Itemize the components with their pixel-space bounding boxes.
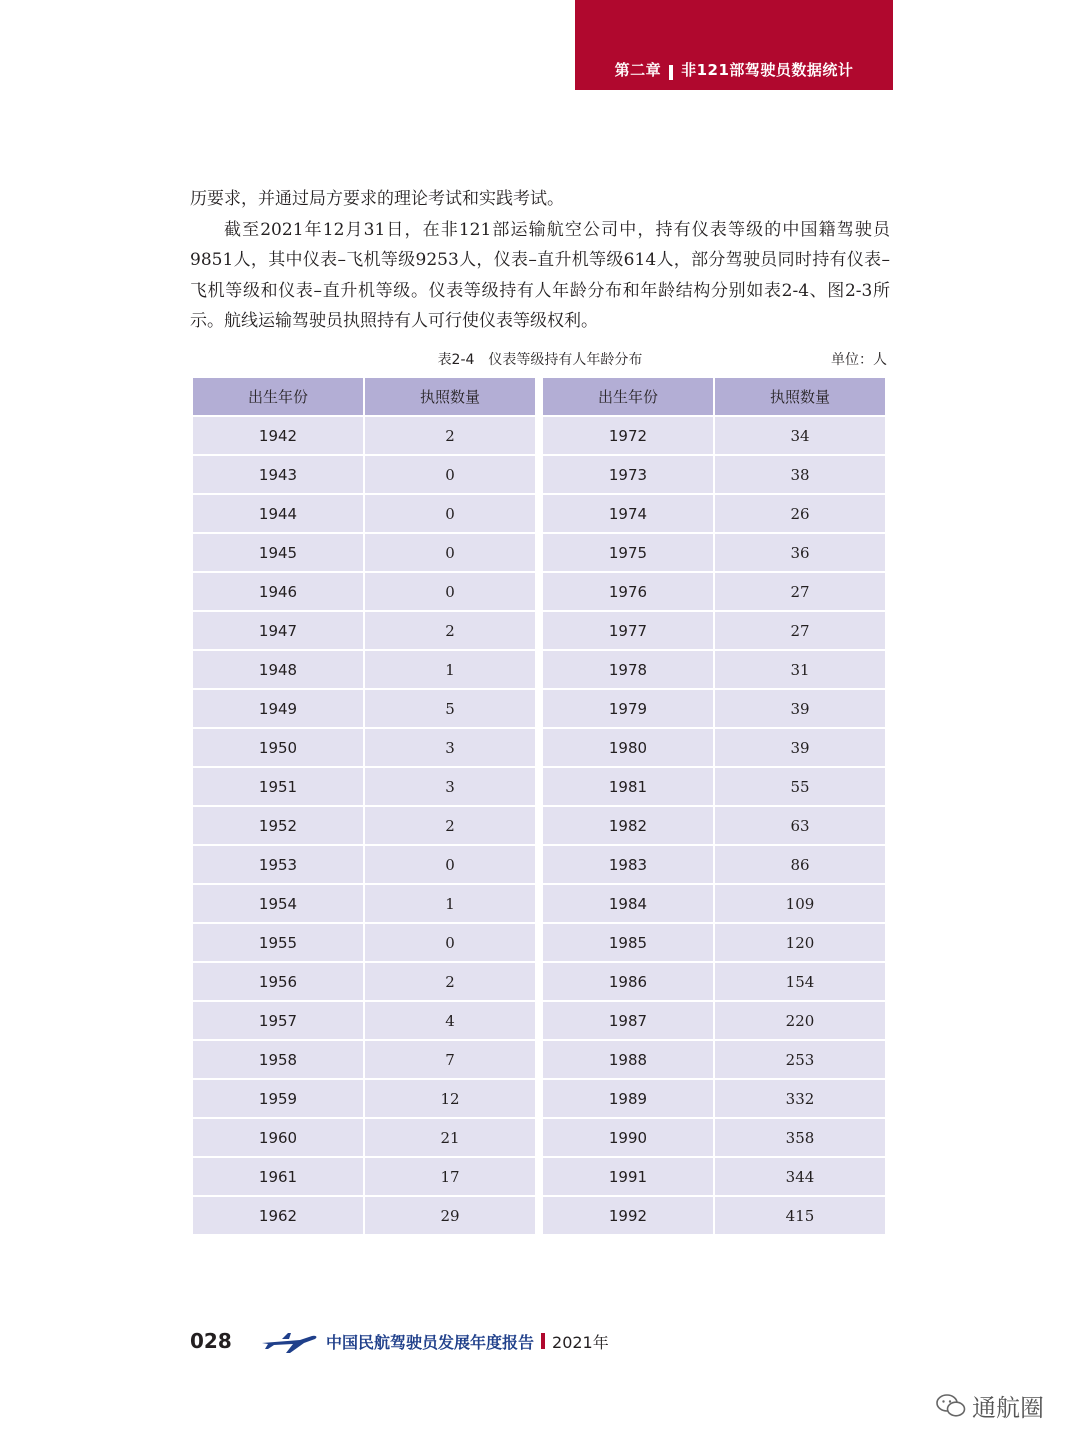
report-title: 中国民航驾驶员发展年度报告 (326, 1332, 535, 1352)
license-count-cell: 63 (715, 807, 887, 846)
chapter-separator (669, 65, 673, 80)
license-count-cell: 7 (365, 1041, 537, 1080)
birth-year-cell: 1944 (193, 495, 365, 534)
birth-year-cell: 1974 (543, 495, 715, 534)
table-row (193, 651, 887, 690)
footer-separator (541, 1333, 545, 1349)
license-count-cell: 2 (365, 963, 537, 1002)
table-caption: 表2-4 仪表等级持有人年龄分布 (437, 352, 643, 368)
birth-year-cell: 1981 (543, 768, 715, 807)
paragraph-1: 历要求，并通过局方要求的理论考试和实践考试。 (190, 189, 564, 209)
license-count-cell: 86 (715, 846, 887, 885)
license-count-cell: 17 (365, 1158, 537, 1197)
birth-year-cell: 1954 (193, 885, 365, 924)
table-row (193, 1080, 887, 1119)
license-count-cell: 12 (365, 1080, 537, 1119)
table-caption-row (193, 346, 887, 370)
table-row (193, 846, 887, 885)
birth-year-cell: 1977 (543, 612, 715, 651)
license-count-cell: 332 (715, 1080, 887, 1119)
birth-year-cell: 1948 (193, 651, 365, 690)
table-row (193, 495, 887, 534)
birth-year-cell: 1961 (193, 1158, 365, 1197)
table-row (193, 1197, 887, 1236)
birth-year-cell: 1978 (543, 651, 715, 690)
birth-year-cell: 1984 (543, 885, 715, 924)
license-count-cell: 2 (365, 807, 537, 846)
license-count-cell: 39 (715, 690, 887, 729)
column-header: 执照数量 (365, 378, 537, 417)
license-count-cell: 34 (715, 417, 887, 456)
license-count-cell: 1 (365, 885, 537, 924)
table-row (193, 768, 887, 807)
birth-year-cell: 1985 (543, 924, 715, 963)
license-count-cell: 1 (365, 651, 537, 690)
license-count-cell: 358 (715, 1119, 887, 1158)
license-count-cell: 3 (365, 729, 537, 768)
birth-year-cell: 1972 (543, 417, 715, 456)
license-count-cell: 0 (365, 534, 537, 573)
table-row (193, 612, 887, 651)
table-row (193, 924, 887, 963)
birth-year-cell: 1955 (193, 924, 365, 963)
table-unit: 单位：人 (831, 352, 887, 368)
license-count-cell: 3 (365, 768, 537, 807)
license-count-cell: 2 (365, 612, 537, 651)
column-header: 出生年份 (193, 378, 365, 417)
birth-year-cell: 1980 (543, 729, 715, 768)
birth-year-cell: 1988 (543, 1041, 715, 1080)
watermark-text: 通航圈 (972, 1394, 1044, 1422)
license-count-cell: 5 (365, 690, 537, 729)
birth-year-cell: 1975 (543, 534, 715, 573)
birth-year-cell: 1953 (193, 846, 365, 885)
license-count-cell: 27 (715, 573, 887, 612)
birth-year-cell: 1947 (193, 612, 365, 651)
birth-year-cell: 1958 (193, 1041, 365, 1080)
page-footer (190, 1325, 890, 1357)
table-row (193, 729, 887, 768)
license-count-cell: 31 (715, 651, 887, 690)
column-header: 执照数量 (715, 378, 887, 417)
chapter-number: 第二章 (614, 61, 662, 79)
birth-year-cell: 1942 (193, 417, 365, 456)
license-count-cell: 26 (715, 495, 887, 534)
license-count-cell: 0 (365, 846, 537, 885)
birth-year-cell: 1950 (193, 729, 365, 768)
birth-year-cell: 1956 (193, 963, 365, 1002)
birth-year-cell: 1987 (543, 1002, 715, 1041)
license-count-cell: 120 (715, 924, 887, 963)
birth-year-cell: 1973 (543, 456, 715, 495)
table-row (193, 807, 887, 846)
birth-year-cell: 1962 (193, 1197, 365, 1236)
table-row (193, 534, 887, 573)
birth-year-cell: 1949 (193, 690, 365, 729)
table-row (193, 885, 887, 924)
license-count-cell: 29 (365, 1197, 537, 1236)
license-count-cell: 0 (365, 573, 537, 612)
birth-year-cell: 1982 (543, 807, 715, 846)
license-count-cell: 21 (365, 1119, 537, 1158)
airplane-icon (260, 1327, 320, 1355)
license-count-cell: 38 (715, 456, 887, 495)
table-row (193, 1041, 887, 1080)
page-number: 028 (190, 1329, 232, 1353)
license-count-cell: 220 (715, 1002, 887, 1041)
table-row (193, 573, 887, 612)
table-header-row (193, 378, 887, 417)
column-header: 出生年份 (543, 378, 715, 417)
license-count-cell: 109 (715, 885, 887, 924)
license-count-cell: 55 (715, 768, 887, 807)
birth-year-cell: 1989 (543, 1080, 715, 1119)
license-count-cell: 0 (365, 495, 537, 534)
birth-year-cell: 1946 (193, 573, 365, 612)
license-count-cell: 27 (715, 612, 887, 651)
license-count-cell: 39 (715, 729, 887, 768)
report-year: 2021年 (552, 1332, 609, 1352)
age-distribution-table (193, 378, 887, 1236)
table-row (193, 690, 887, 729)
chapter-header (575, 0, 893, 90)
watermark (936, 1388, 1044, 1423)
birth-year-cell: 1952 (193, 807, 365, 846)
table-row (193, 963, 887, 1002)
paragraph-2: 截至2021年12月31日，在非121部运输航空公司中，持有仪表等级的中国籍驾驶员9851人，其中仪表–飞机等级9253人，仪表–直升机等级614人，部分驾驶员同时持有仪表–飞机等级和仪表–直升机等级。仪表等级持有人年龄分布和年龄结构分别如表2-4、图2-3所示。航线运输驾驶员执照持有人可行使仪表等级权利。 (190, 219, 890, 331)
license-count-cell: 415 (715, 1197, 887, 1236)
birth-year-cell: 1960 (193, 1119, 365, 1158)
birth-year-cell: 1951 (193, 768, 365, 807)
birth-year-cell: 1983 (543, 846, 715, 885)
table-row (193, 1158, 887, 1197)
license-count-cell: 2 (365, 417, 537, 456)
license-count-cell: 253 (715, 1041, 887, 1080)
license-count-cell: 154 (715, 963, 887, 1002)
license-count-cell: 344 (715, 1158, 887, 1197)
birth-year-cell: 1943 (193, 456, 365, 495)
birth-year-cell: 1979 (543, 690, 715, 729)
birth-year-cell: 1976 (543, 573, 715, 612)
license-count-cell: 0 (365, 456, 537, 495)
body-text (190, 184, 890, 337)
birth-year-cell: 1957 (193, 1002, 365, 1041)
birth-year-cell: 1992 (543, 1197, 715, 1236)
license-count-cell: 0 (365, 924, 537, 963)
table-row (193, 417, 887, 456)
table-row (193, 1119, 887, 1158)
license-count-cell: 36 (715, 534, 887, 573)
birth-year-cell: 1986 (543, 963, 715, 1002)
birth-year-cell: 1959 (193, 1080, 365, 1119)
chapter-title: 非121部驾驶员数据统计 (681, 61, 854, 79)
table-row (193, 1002, 887, 1041)
birth-year-cell: 1945 (193, 534, 365, 573)
table-row (193, 456, 887, 495)
birth-year-cell: 1991 (543, 1158, 715, 1197)
license-count-cell: 4 (365, 1002, 537, 1041)
wechat-icon (936, 1393, 966, 1419)
birth-year-cell: 1990 (543, 1119, 715, 1158)
